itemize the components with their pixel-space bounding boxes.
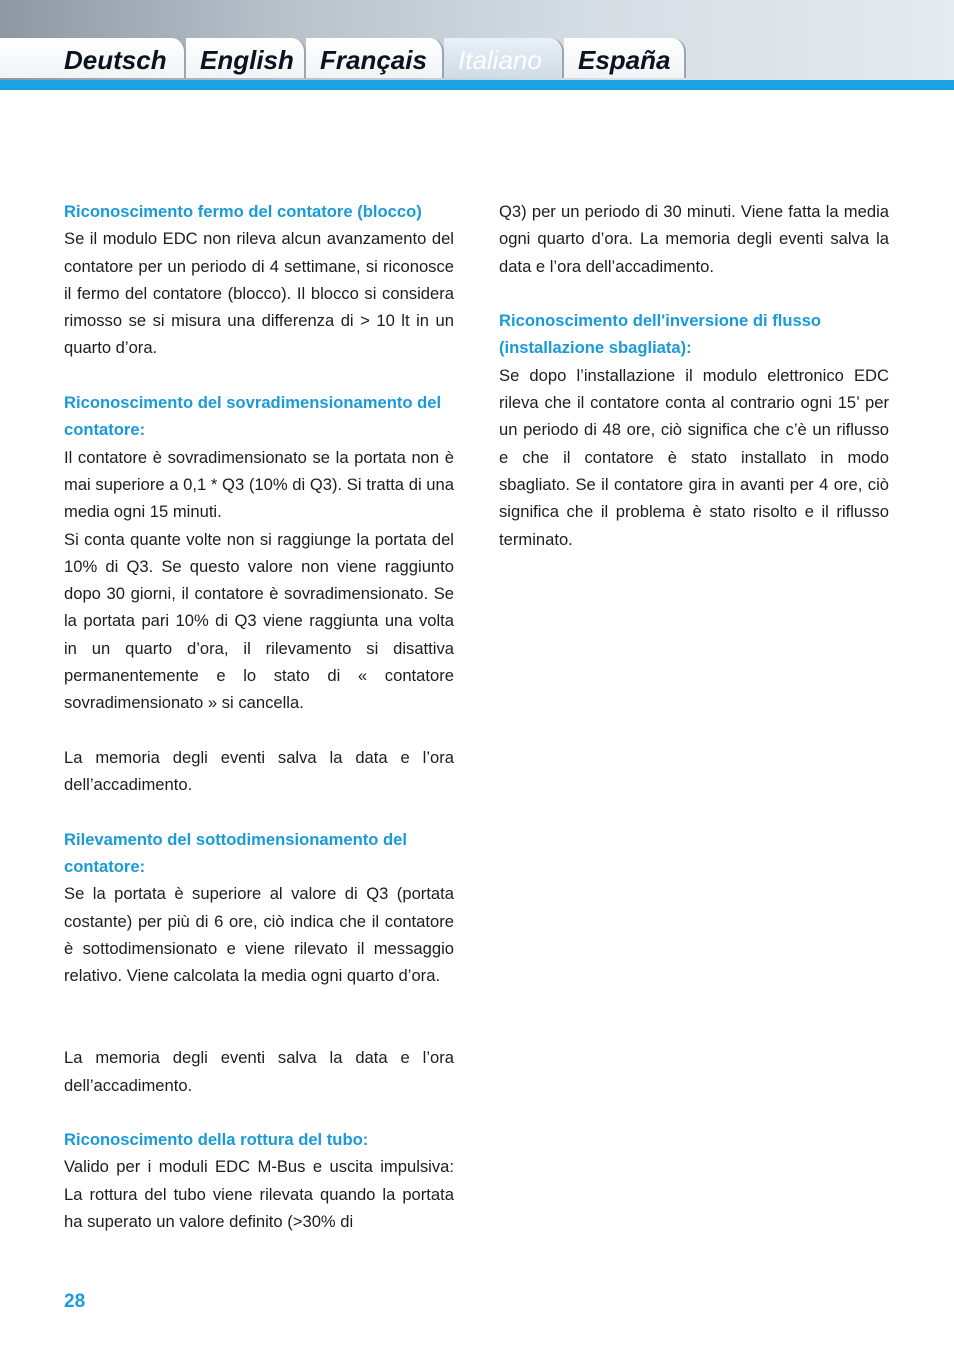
section-body-pipe-burst-cont: Q3) per un periodo di 30 minuti. Viene fatta la media ogni quarto d’ora. La memoria degli eventi salva la data e l’ora dell’accadimento. bbox=[499, 202, 889, 276]
tab-italiano[interactable] bbox=[444, 38, 564, 78]
section-body-oversizing-2: Si conta quante volte non si raggiunge la portata del 10% di Q3. Se questo valore non viene raggiunto dopo 30 giorni, il contatore è sovradimensionato. Se la portata pari 10% di Q3 viene raggiunta una volta in un quarto d’ora, il rilevamento si disattiva permanentemente e lo stato di « contatore sovradimensionato » si cancella. bbox=[64, 529, 454, 713]
section-body-blocking: Se il modulo EDC non rileva alcun avanzamento del contatore per un periodo di 4 settimane, si riconosce il fermo del contatore (blocco). Il blocco si considera rimosso se si misura una differenza di > 10 lt in un quarto d’ora. bbox=[64, 229, 454, 358]
tab-label: España bbox=[578, 45, 671, 75]
spacer bbox=[64, 990, 454, 1045]
spacer bbox=[499, 280, 889, 307]
section-title-oversizing: Riconoscimento del sovradimensionamento del contatore: bbox=[64, 393, 442, 440]
tab-english[interactable] bbox=[186, 38, 306, 78]
spacer bbox=[64, 1099, 454, 1126]
tab-label: Italiano bbox=[458, 45, 542, 75]
section-title-pipe-burst: Riconoscimento della rottura del tubo: bbox=[64, 1130, 369, 1150]
section-body-pipe-burst: Valido per i moduli EDC M-Bus e uscita impulsiva: La rottura del tubo viene rilevata quando la portata ha superato un valore definito (>30% di bbox=[64, 1157, 454, 1231]
spacer bbox=[64, 362, 454, 389]
section-body-undersizing-1: Se la portata è superiore al valore di Q3 (portata costante) per più di 6 ore, ciò indica che il contatore è sottodimensionato e viene rilevato il messaggio relativo. Viene calcolata la media ogni quarto d’ora. bbox=[64, 884, 454, 986]
tab-label: Deutsch bbox=[64, 45, 167, 75]
section-title-undersizing: Rilevamento del sottodimensionamento del contatore: bbox=[64, 829, 407, 877]
tab-deutsch[interactable] bbox=[0, 38, 186, 78]
right-column bbox=[499, 198, 889, 553]
spacer bbox=[64, 717, 454, 744]
section-body-oversizing-1: Il contatore è sovradimensionato se la portata non è mai superiore a 0,1 * Q3 (10% di Q3). Si tratta di una media ogni 15 minuti. bbox=[64, 447, 454, 522]
page-number: 28 bbox=[64, 1291, 86, 1312]
spacer bbox=[64, 799, 454, 826]
tab-label: Français bbox=[320, 45, 427, 75]
tab-francais[interactable] bbox=[306, 38, 444, 78]
section-body-oversizing-3: La memoria degli eventi salva la data e l’ora dell’accadimento. bbox=[64, 747, 454, 795]
section-body-reverse-flow: Se dopo l’installazione il modulo elettronico EDC rileva che il contatore conta al contrario ogni 15’ per un periodo di 48 ore, ciò significa che c’è un riflusso e che il contatore è stato installato in modo sbagliato. Se il contatore gira in avanti per 4 ore, ciò significa che il problema è stato risolto e il riflusso terminato. bbox=[499, 365, 889, 549]
language-tabs bbox=[0, 38, 954, 78]
section-title-reverse-flow: Riconoscimento dell'inversione di flusso (installazione sbagliata): bbox=[499, 311, 822, 358]
left-column bbox=[64, 198, 454, 1235]
section-body-undersizing-2: La memoria degli eventi salva la data e l’ora dell’accadimento. bbox=[64, 1048, 454, 1095]
section-title-blocking: Riconoscimento fermo del contatore (blocco) bbox=[64, 202, 422, 221]
tab-label: English bbox=[200, 45, 294, 75]
accent-bar bbox=[0, 80, 954, 90]
tab-espana[interactable] bbox=[564, 38, 686, 78]
header-banner bbox=[0, 0, 954, 90]
